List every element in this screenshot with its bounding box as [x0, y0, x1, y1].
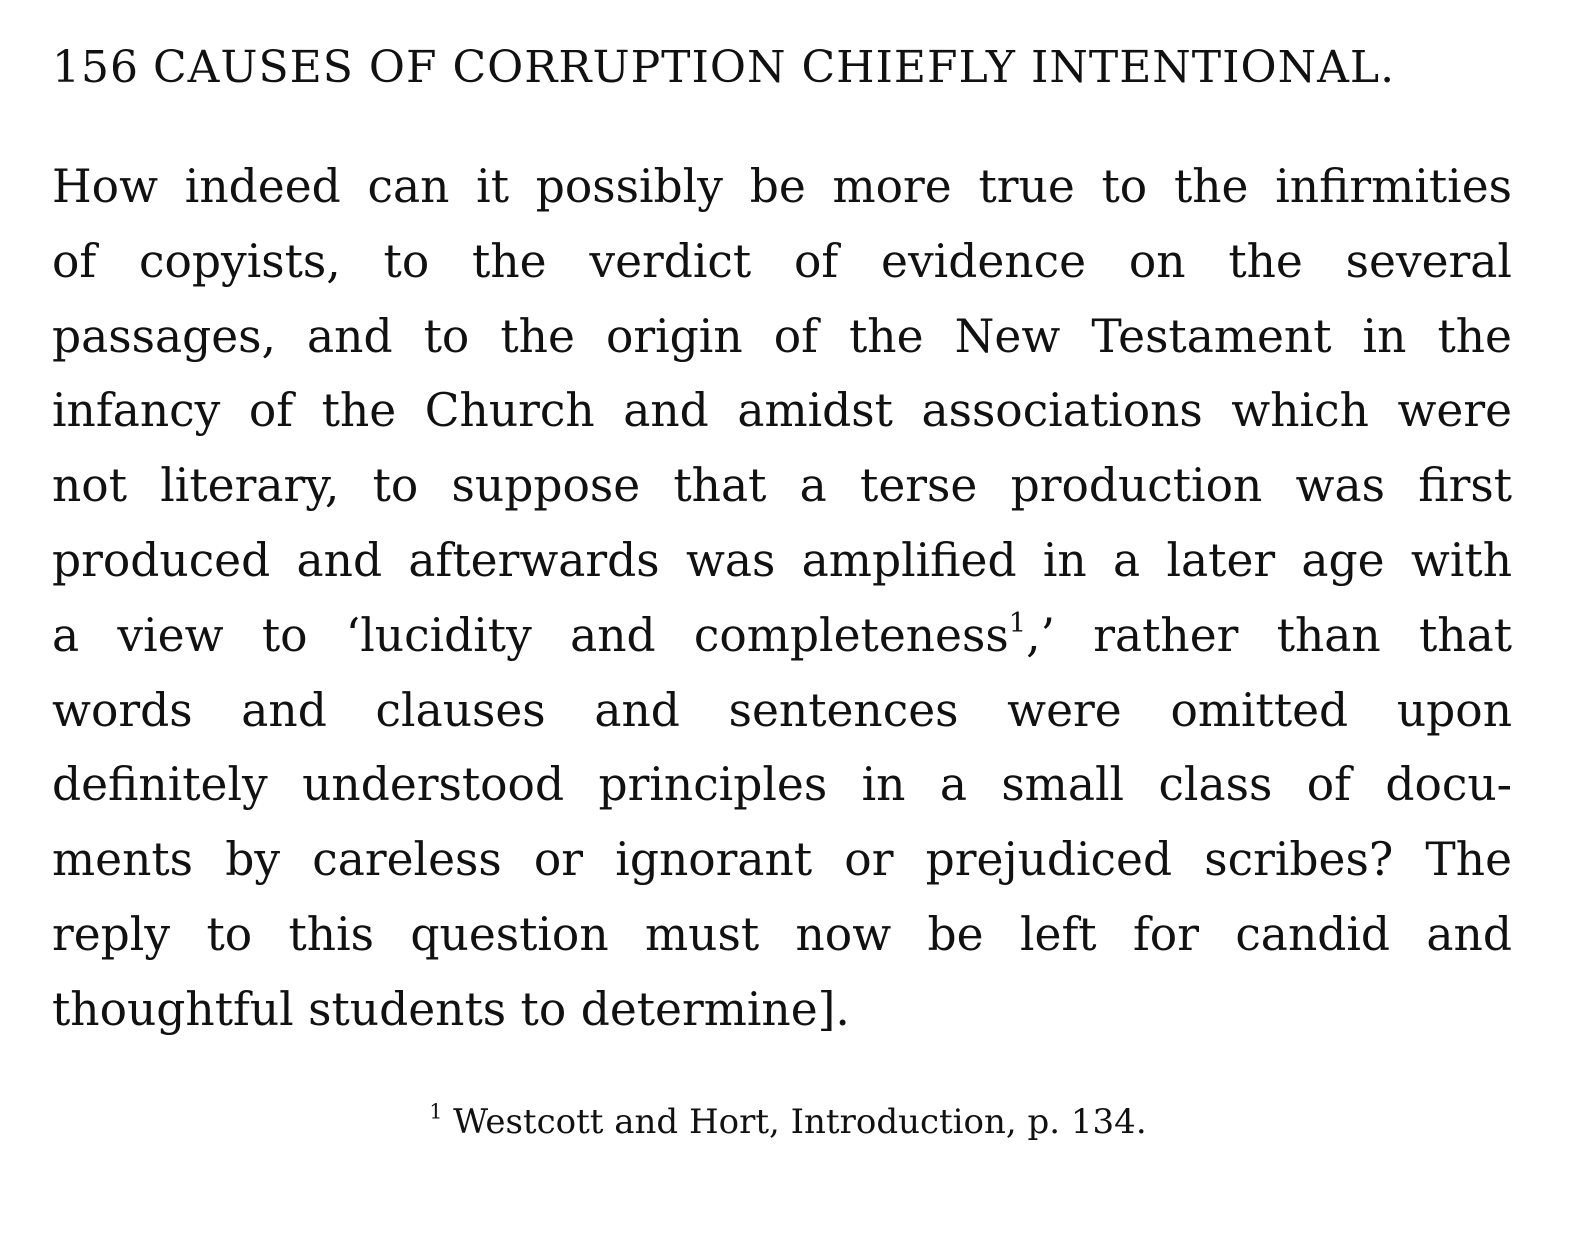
text-line: not literary, to suppose that a terse production was first [52, 459, 1512, 513]
text-line: produced and afterwards was amplified in a later age with [52, 533, 1512, 587]
text-line: reply to this question must now be left for candid and [52, 907, 1512, 961]
text-segment: ,’ rather than that [1026, 608, 1512, 662]
footnote-marker: 1 [429, 1099, 443, 1124]
text-line: ments by careless or ignorant or prejudiced scribes? The [52, 833, 1512, 887]
text-line: passages, and to the origin of the New Testament in the [52, 309, 1512, 363]
text-line [52, 599, 1512, 674]
page-number: 156 [52, 42, 139, 93]
text-line: words and clauses and sentences were omitted upon [52, 683, 1512, 737]
text-line: definitely understood principles in a small class of docu- [52, 758, 1512, 812]
running-head [52, 38, 1512, 98]
chapter-title: CAUSES OF CORRUPTION CHIEFLY INTENTIONAL. [152, 42, 1396, 93]
text-line: How indeed can it possibly be more true to the infirmities [52, 160, 1512, 213]
text-segment: a view to ‘lucidity and completeness [52, 608, 1009, 662]
footnote-reference: 1 [1008, 607, 1027, 639]
text-line: of copyists, to the verdict of evidence on the several [52, 234, 1512, 288]
text-line: thoughtful students to determine]. [52, 982, 850, 1036]
body-paragraph [52, 150, 1512, 1048]
footnote [0, 1096, 1576, 1148]
footnote-text: Westcott and Hort, Introduction, p. 134. [453, 1102, 1147, 1142]
text-line: infancy of the Church and amidst associations which were [52, 384, 1512, 438]
